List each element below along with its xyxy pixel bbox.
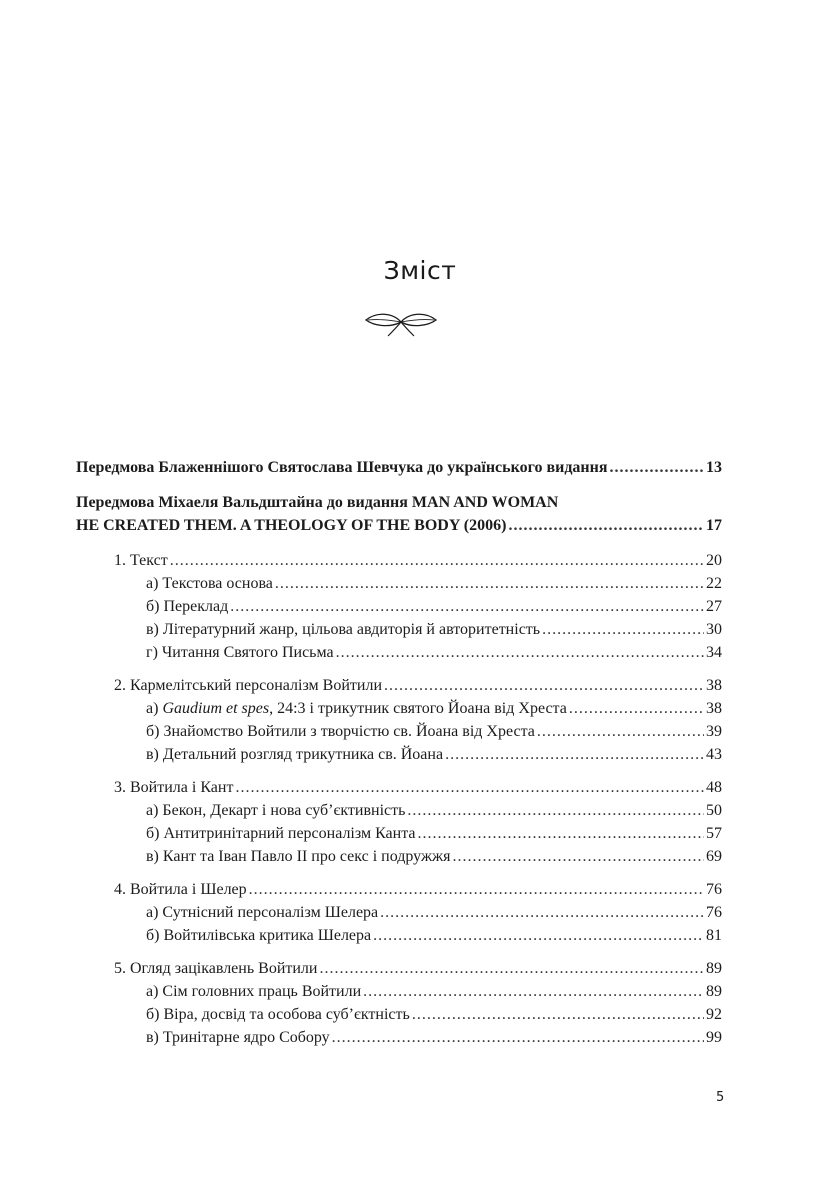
toc-page-number: 43 xyxy=(706,746,722,763)
toc-subentry[interactable] xyxy=(76,720,722,743)
toc-section-heading[interactable] xyxy=(76,776,722,799)
toc-section-4 xyxy=(76,878,722,947)
dot-leader xyxy=(373,924,704,947)
toc-subentry[interactable] xyxy=(76,743,722,766)
toc-entry-title: б) Войтилівська критика Шелера xyxy=(146,927,372,944)
toc-subentry[interactable] xyxy=(76,901,722,924)
dot-leader xyxy=(319,957,704,980)
dot-leader xyxy=(275,572,704,595)
toc-page-number: 50 xyxy=(706,802,722,819)
toc-entry-title-line-1: Передмова Міхаеля Вальдштайна до видання MAN AND WOMAN xyxy=(76,494,559,511)
toc-entry-title: 3. Войтила і Кант xyxy=(114,779,234,796)
toc-subentry[interactable] xyxy=(76,572,722,595)
dot-leader xyxy=(542,618,704,641)
toc-entry-title: 4. Войтила і Шелер xyxy=(114,881,247,898)
toc-entry-preface-2[interactable] xyxy=(76,491,722,537)
dot-leader xyxy=(249,878,704,901)
toc-page-number: 92 xyxy=(706,1006,722,1023)
toc-subentry[interactable] xyxy=(76,1003,722,1026)
toc-page-number: 27 xyxy=(706,598,722,615)
toc-page-number: 57 xyxy=(706,825,722,842)
toc-entry-title: а) Gaudium et spes, 24:3 і трикутник святого Йоана від Хреста xyxy=(146,700,567,717)
toc-entry-title: б) Переклад xyxy=(146,598,229,615)
toc-entry-title: а) Бекон, Декарт і нова суб’єктивність xyxy=(146,802,406,819)
toc-subentry[interactable] xyxy=(76,595,722,618)
dot-leader xyxy=(508,514,704,537)
dot-leader xyxy=(445,743,704,766)
toc-section-heading[interactable] xyxy=(76,957,722,980)
dot-leader xyxy=(336,641,704,664)
toc-subentry[interactable] xyxy=(76,697,722,720)
toc-entry-preface-1[interactable] xyxy=(76,456,722,479)
toc-entry-title: в) Кант та Іван Павло II про секс і подружжя xyxy=(146,848,451,865)
page-number: 5 xyxy=(716,1090,725,1105)
toc-entry-title: 1. Текст xyxy=(114,552,168,569)
toc-section-3 xyxy=(76,776,722,868)
dot-leader xyxy=(380,901,704,924)
dot-leader xyxy=(384,674,704,697)
dot-leader xyxy=(610,456,704,479)
toc-page-number: 39 xyxy=(706,723,722,740)
toc-entry-title: г) Читання Святого Письма xyxy=(146,644,334,661)
toc-page-number: 38 xyxy=(706,700,722,717)
toc-page-number: 30 xyxy=(706,621,722,638)
toc-entry-title: в) Тринітарне ядро Собору xyxy=(146,1029,330,1046)
toc-subentry[interactable] xyxy=(76,822,722,845)
toc-page-number: 17 xyxy=(706,517,722,534)
toc-page-number: 48 xyxy=(706,779,722,796)
toc-section-2 xyxy=(76,674,722,766)
dot-leader xyxy=(569,697,704,720)
toc-page-number: 22 xyxy=(706,575,722,592)
toc-page-number: 89 xyxy=(706,983,722,1000)
dot-leader xyxy=(407,799,704,822)
dot-leader xyxy=(452,845,704,868)
dot-leader xyxy=(230,595,704,618)
toc-page-number: 69 xyxy=(706,848,722,865)
toc-subentry[interactable] xyxy=(76,1026,722,1049)
dot-leader xyxy=(235,776,704,799)
toc-entry-title: б) Віра, досвід та особова суб’єктність xyxy=(146,1006,410,1023)
toc-page-number: 13 xyxy=(706,459,722,476)
toc-section-heading[interactable] xyxy=(76,878,722,901)
toc-subentry[interactable] xyxy=(76,980,722,1003)
toc-entry-title: а) Сім головних праць Войтили xyxy=(146,983,362,1000)
toc-entry-title: б) Антитринітарний персоналізм Канта xyxy=(146,825,416,842)
toc-entry-title: а) Текстова основа xyxy=(146,575,273,592)
toc-entry-title: 2. Кармелітський персоналізм Войтили xyxy=(114,677,383,694)
dot-leader xyxy=(332,1026,704,1049)
table-of-contents xyxy=(76,456,722,1049)
dot-leader xyxy=(170,549,704,572)
toc-page-number: 99 xyxy=(706,1029,722,1046)
toc-subentry[interactable] xyxy=(76,799,722,822)
toc-subentry[interactable] xyxy=(76,924,722,947)
toc-entry-title: Передмова Блаженнішого Святослава Шевчука до українського видання xyxy=(76,459,608,476)
dot-leader xyxy=(537,720,704,743)
toc-page-number: 34 xyxy=(706,644,722,661)
toc-section-heading[interactable] xyxy=(76,549,722,572)
toc-page-number: 20 xyxy=(706,552,722,569)
toc-entry-title: в) Літературний жанр, цільова авдиторія й авторитетність xyxy=(146,621,541,638)
toc-subentry[interactable] xyxy=(76,845,722,868)
page-title: Зміст xyxy=(383,256,457,285)
toc-entry-title-line-2: HE CREATED THEM. A THEOLOGY OF THE BODY (2006) xyxy=(76,517,507,534)
toc-subentry[interactable] xyxy=(76,618,722,641)
toc-entry-title: 5. Огляд зацікавлень Войтили xyxy=(114,960,318,977)
dot-leader xyxy=(363,980,704,1003)
dot-leader xyxy=(418,822,704,845)
toc-entry-title: б) Знайомство Войтили з творчістю св. Йоана від Хреста xyxy=(146,723,535,740)
toc-section-heading[interactable] xyxy=(76,674,722,697)
ornament-divider-icon xyxy=(360,308,442,338)
toc-subentry[interactable] xyxy=(76,641,722,664)
toc-page-number: 76 xyxy=(706,881,722,898)
toc-entry-title: в) Детальний розгляд трикутника св. Йоана xyxy=(146,746,444,763)
toc-entry-title: а) Сутнісний персоналізм Шелера xyxy=(146,904,379,921)
toc-page-number: 38 xyxy=(706,677,722,694)
toc-page-number: 89 xyxy=(706,960,722,977)
toc-page-number: 76 xyxy=(706,904,722,921)
toc-section-5 xyxy=(76,957,722,1049)
toc-page-number: 81 xyxy=(706,927,722,944)
dot-leader xyxy=(412,1003,704,1026)
toc-section-1 xyxy=(76,549,722,664)
